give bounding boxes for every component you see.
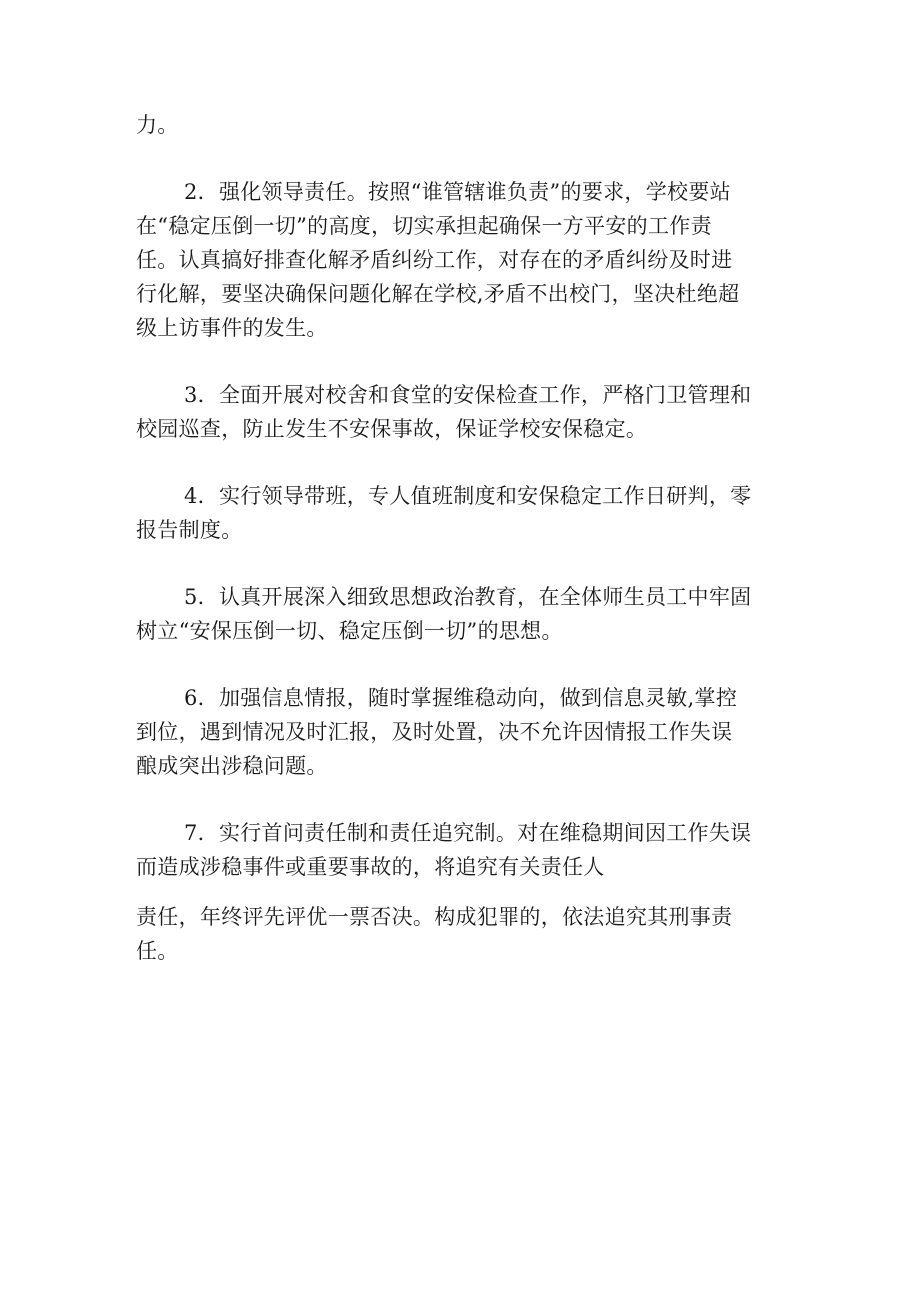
text-line: 在“稳定压倒一切”的高度，切实承担起确保一方平安的工作责: [136, 214, 712, 238]
text-line: 酿成突出涉稳问题。: [136, 754, 328, 778]
paragraph-item-5: [136, 580, 800, 648]
paragraph-item-4: [136, 479, 800, 547]
text-line: 责任，年终评先评优一票否决。构成犯罪的，依法追究其刑事责: [136, 905, 733, 929]
text-line: 级上访事件的发生。: [136, 316, 328, 340]
paragraph-continuation: [136, 108, 800, 142]
text-line: 任。认真搞好排查化解矛盾纠纷工作，对存在的矛盾纠纷及时进: [136, 248, 733, 272]
text-line: 力。: [136, 113, 179, 137]
text-line: 报告制度。: [136, 518, 243, 542]
text-line: 4．实行领导带班，专人值班制度和安保稳定工作日研判，零: [184, 484, 752, 508]
text-line: 3．全面开展对校舍和食堂的安保检查工作，严格门卫管理和: [184, 383, 752, 407]
text-line: 到位，遇到情况及时汇报，及时处置，决不允许因情报工作失误: [136, 720, 733, 744]
paragraph-item-6: [136, 681, 800, 783]
text-line: 树立“安保压倒一切、稳定压倒一切”的思想。: [136, 619, 563, 643]
text-line: 6．加强信息情报，随时掌握维稳动向，做到信息灵敏,掌控: [184, 686, 738, 710]
text-line: 2．强化领导责任。按照“谁管辖谁负责”的要求，学校要站: [184, 180, 731, 204]
document-body: [136, 108, 800, 968]
text-line: 任。: [136, 939, 179, 963]
text-line: 7．实行首问责任制和责任追究制。对在维稳期间因工作失误: [184, 821, 752, 845]
text-line: 5．认真开展深入细致思想政治教育，在全体师生员工中牢固: [184, 585, 752, 609]
text-line: 校园巡查，防止发生不安保事故，保证学校安保稳定。: [136, 417, 648, 441]
paragraph-item-7: [136, 816, 800, 968]
paragraph-item-2: [136, 175, 800, 345]
text-line: 而造成涉稳事件或重要事故的，将追究有关责任人: [136, 855, 605, 879]
paragraph-item-3: [136, 378, 800, 446]
text-line: 行化解，要坚决确保问题化解在学校,矛盾不出校门，坚决杜绝超: [136, 282, 740, 306]
